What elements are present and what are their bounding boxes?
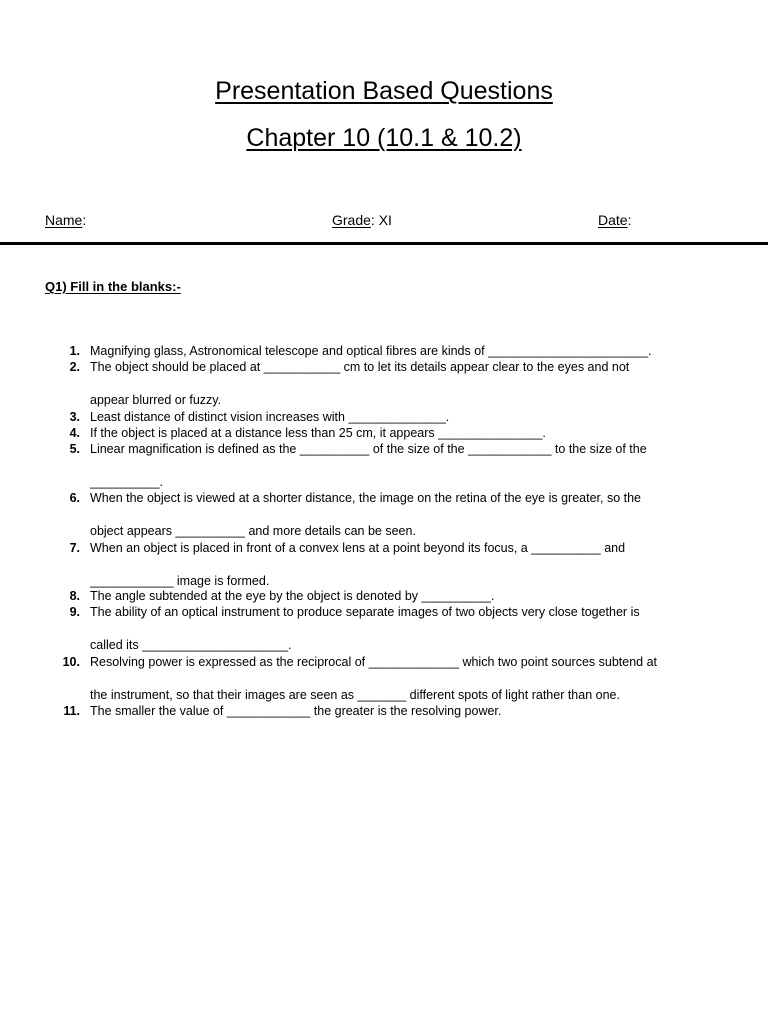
question-text: called its _____________________. [90,638,292,652]
page-title: Presentation Based Questions [215,77,553,105]
question-number: 8. [69,589,80,603]
question-text: appear blurred or fuzzy. [90,393,222,407]
date-label: Date [598,212,628,228]
question-text: Resolving power is expressed as the reciprocal of _____________ which two point sources subtend at [90,655,658,669]
question-number: 5. [69,442,80,456]
question-text: If the object is placed at a distance less than 25 cm, it appears _______________. [90,426,546,440]
question-text: Magnifying glass, Astronomical telescope and optical fibres are kinds of _______________________. [90,344,652,358]
question-text: The smaller the value of ____________ the greater is the resolving power. [90,704,502,718]
grade-field: Grade: XI [332,212,392,228]
date-field: Date: [598,212,632,228]
section-heading: Q1) Fill in the blanks:- [45,279,181,294]
question-number: 4. [69,426,80,440]
question-text: Linear magnification is defined as the __________ of the size of the ____________ to the size of the [90,442,647,456]
header-divider [0,242,768,245]
question-number: 6. [69,491,80,505]
question-text: object appears __________ and more details can be seen. [90,524,416,538]
question-number: 7. [69,541,80,555]
question-number: 1. [69,344,80,358]
question-text: The angle subtended at the eye by the object is denoted by __________. [90,589,495,603]
question-text: When an object is placed in front of a convex lens at a point beyond its focus, a __________ and [90,541,626,555]
question-number: 2. [69,360,80,374]
question-number: 9. [69,605,80,619]
question-number: 3. [69,410,80,424]
grade-value: XI [378,212,392,228]
grade-label: Grade [332,212,371,228]
chapter-subtitle: Chapter 10 (10.1 & 10.2) [246,124,522,152]
question-text: The ability of an optical instrument to produce separate images of two objects very close together is [90,605,640,619]
question-text: __________. [90,475,163,489]
question-text: Least distance of distinct vision increases with ______________. [90,410,450,424]
question-number: 10. [62,655,80,669]
question-text: The object should be placed at ___________ cm to let its details appear clear to the eyes and not [90,360,630,374]
name-field: Name: [45,212,87,228]
question-text: When the object is viewed at a shorter distance, the image on the retina of the eye is greater, so the [90,491,642,505]
question-text: ____________ image is formed. [90,574,270,588]
question-number: 11. [63,704,80,718]
name-label: Name [45,212,83,228]
question-text: the instrument, so that their images are seen as _______ different spots of light rather than one. [90,688,620,702]
